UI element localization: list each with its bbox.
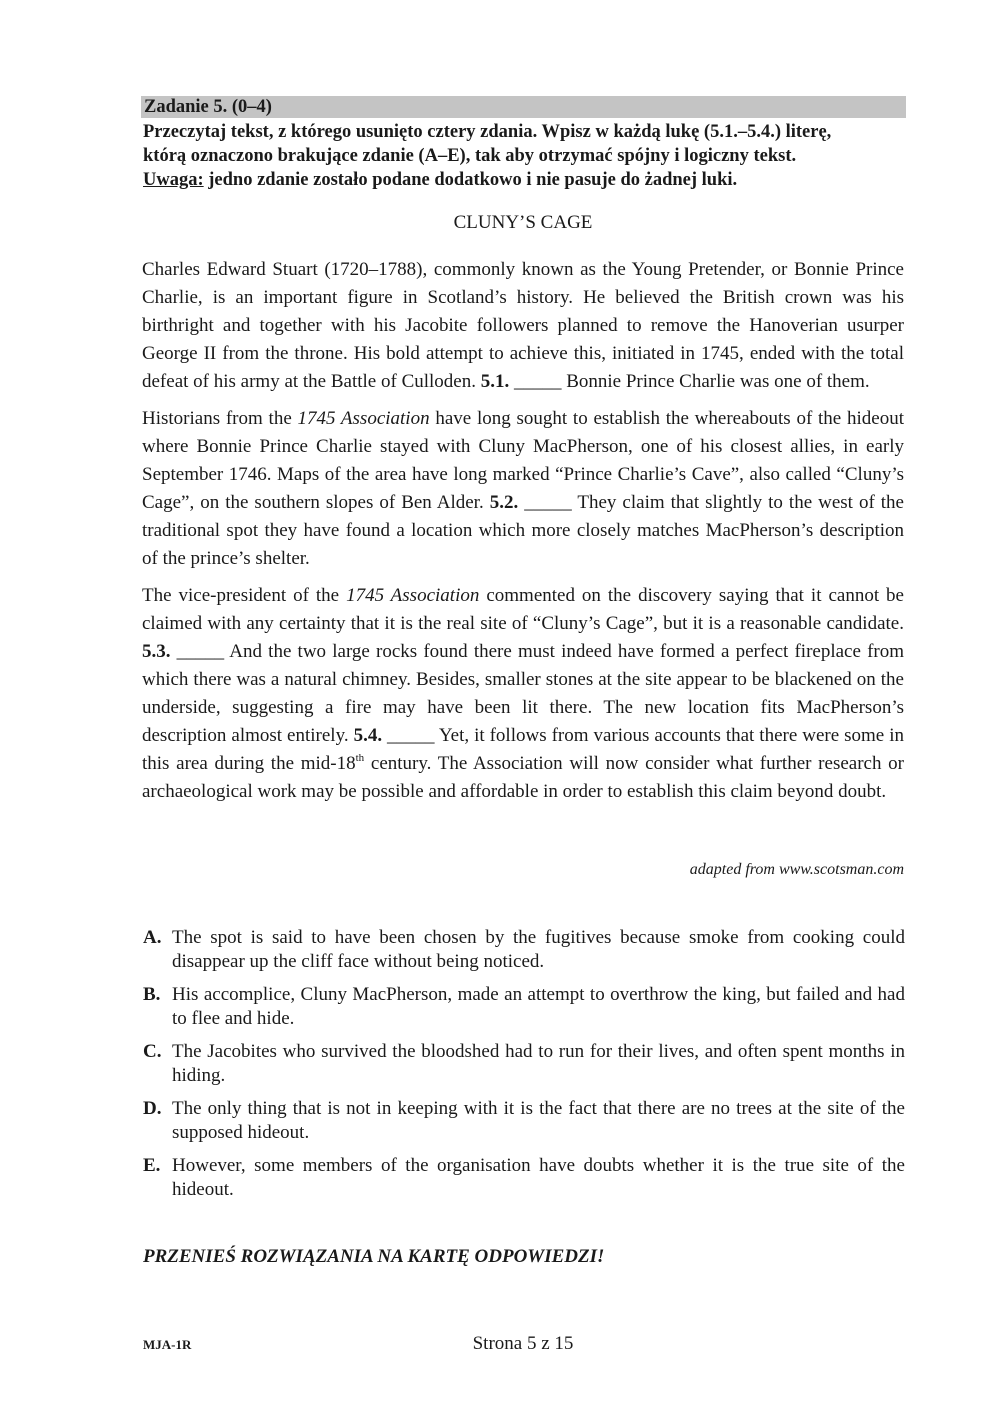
instruction-line-1: Przeczytaj tekst, z którego usunięto cztery zdania. Wpisz w każdą lukę (5.1.–5.4.) literę, [143, 122, 832, 142]
answer-options [143, 926, 905, 1211]
p3-mid: commented on the discovery saying that it cannot be claimed with any certainty that it is the real site of “Cluny’s Cage”, but it is a reasonable candidate. [142, 585, 904, 634]
task-header-bar [141, 96, 906, 118]
article-source: adapted from www.scotsman.com [689, 861, 904, 878]
option-c [143, 1040, 905, 1088]
option-text: However, some members of the organisation have doubts whether it is the true site of the hideout. [172, 1155, 905, 1200]
p3-mid3: Yet, it follows from various accounts that there were some in this area during the mid-18 [142, 725, 904, 774]
superscript-th: th [355, 752, 365, 764]
option-letter: D. [143, 1098, 162, 1119]
paragraph-2 [142, 405, 904, 573]
exam-code: MJA-1R [143, 1337, 192, 1352]
p2-mid: have long sought to establish the whereabouts of the hideout where Bonnie Prince Charlie stayed with Cluny MacPherson, one of his closest allies, in early September 1746. Maps of the area have long marked “Prince Charlie’s Cave”, also called “Cluny’s Cage”, on the southern slopes of Ben Alder. [142, 408, 904, 513]
option-letter: E. [143, 1155, 161, 1176]
option-e [143, 1154, 905, 1202]
instruction-note [143, 168, 908, 192]
article-body [142, 256, 904, 815]
gap-5-1-blank: _____ [509, 371, 567, 392]
p1-end: Bonnie Prince Charlie was one of them. [566, 371, 870, 392]
gap-5-3-blank: _____ [170, 641, 230, 662]
p3-mid2: And the two large rocks found there must indeed have formed a perfect fireplace from which there was a natural chimney. Besides, smaller stones at the site appear to be blackened on the underside, suggesting a fire may have been lit there. The new location fits MacPherson’s description almost entirely. [142, 641, 905, 746]
option-text: His accomplice, Cluny MacPherson, made an attempt to overthrow the king, but failed and had to flee and hide. [172, 984, 905, 1029]
note-label: Uwaga: [143, 170, 204, 190]
task-instructions [143, 120, 908, 192]
instruction-line-2: którą oznaczono brakujące zdanie (A–E), tak aby otrzymać spójny i logiczny tekst. [143, 146, 797, 166]
transfer-answers-note: PRZENIEŚ ROZWIĄZANIA NA KARTĘ ODPOWIEDZI! [143, 1246, 605, 1267]
option-text: The only thing that is not in keeping with it is the fact that there are no trees at the site of the supposed hideout. [172, 1098, 905, 1143]
gap-5-1-label: 5.1. [480, 371, 510, 392]
article-title: CLUNY’S CAGE [453, 212, 593, 233]
option-text: The spot is said to have been chosen by the fugitives because smoke from cooking could disappear up the cliff face without being noticed. [172, 927, 905, 972]
association-name: 1745 Association [297, 408, 430, 429]
gap-5-4-blank: _____ [382, 725, 439, 746]
gap-5-2-label: 5.2. [489, 492, 519, 513]
page-number: Strona 5 z 15 [472, 1333, 574, 1354]
note-text: jedno zdanie zostało podane dodatkowo i nie pasuje do żadnej luki. [203, 170, 738, 190]
gap-5-3-label: 5.3. [142, 641, 171, 662]
option-a [143, 926, 905, 974]
task-header: Zadanie 5. (0–4) [144, 97, 272, 117]
p2-start: Historians from the [142, 408, 298, 429]
option-b [143, 983, 905, 1031]
option-letter: B. [143, 984, 161, 1005]
option-letter: C. [143, 1041, 162, 1062]
p3-start: The vice-president of the [142, 585, 347, 606]
option-d [143, 1097, 905, 1145]
p1-text: Charles Edward Stuart (1720–1788), commonly known as the Young Pretender, or Bonnie Prince Charlie, is an important figure in Scotland’s history. He believed the British crown was his birthright and together with his Jacobite followers planned to remove the Hanoverian usurper George II from the throne. His bold attempt to achieve this, initiated in 1745, ended with the total defeat of his army at the Battle of Culloden. [142, 259, 904, 392]
gap-5-4-label: 5.4. [353, 725, 383, 746]
p2-end: They claim that slightly to the west of the traditional spot they have found a location which more closely matches MacPherson’s description of the prince’s shelter. [142, 492, 904, 569]
option-text: The Jacobites who survived the bloodshed had to run for their lives, and often spent months in hiding. [172, 1041, 905, 1086]
option-letter: A. [143, 927, 162, 948]
association-name: 1745 Association [346, 585, 480, 606]
paragraph-3 [142, 582, 904, 806]
gap-5-2-blank: _____ [518, 492, 578, 513]
paragraph-1 [142, 256, 904, 396]
p3-end: century. The Association will now consider what further research or archaeological work may be possible and affordable in order to establish this claim beyond doubt. [142, 753, 905, 802]
